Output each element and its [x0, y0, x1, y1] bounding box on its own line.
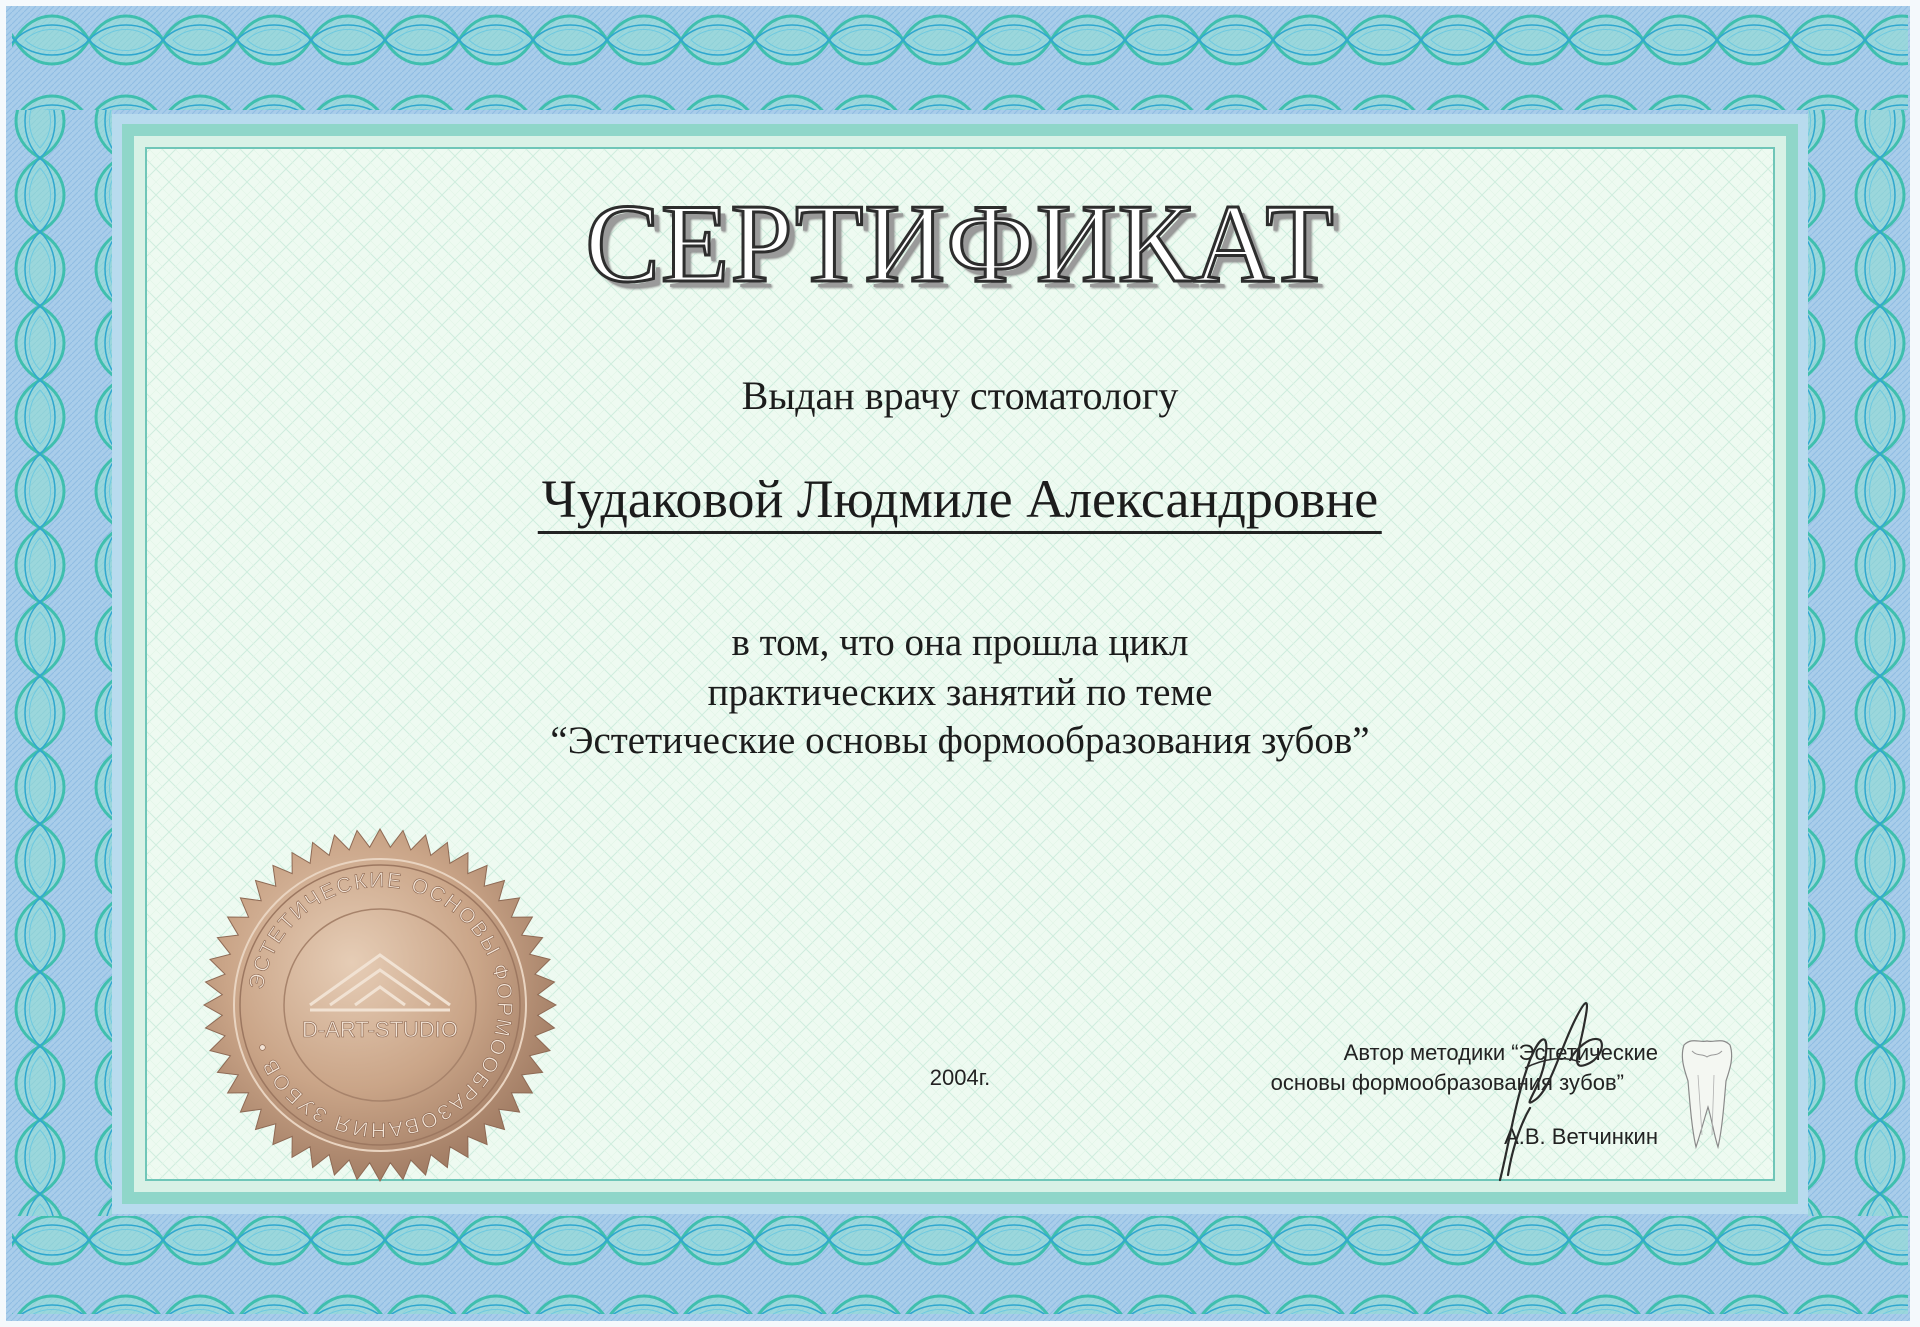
seal-logo-text: D-ART-STUDIO: [301, 1017, 459, 1042]
seal-ring-text: ЭСТЕТИЧЕСКИЕ ОСНОВЫ ФОРМООБРАЗОВАНИЯ ЗУБОВ •: [244, 868, 517, 1142]
body-line-1: в том, что она прошла цикл: [731, 621, 1189, 664]
gold-seal: [200, 825, 560, 1185]
author-line-2: основы формообразования зубов”: [1270, 1070, 1624, 1095]
issued-to-text: Выдан врачу стоматологу: [741, 373, 1179, 418]
author-name: А.В. Ветчинкин: [1504, 1124, 1658, 1149]
author-line-1: Автор методики “Эстетические: [1343, 1040, 1658, 1065]
author-signature: [1490, 990, 1630, 1190]
course-title: “Эстетические основы формообразования зубов”: [550, 719, 1370, 762]
certificate-title: СЕРТИФИКАТ: [585, 182, 1335, 306]
issue-year: 2004г.: [929, 1065, 991, 1090]
tooth-icon: [1678, 1035, 1736, 1155]
body-line-2: практических занятий по теме: [707, 671, 1213, 714]
recipient-name: Чудаковой Людмиле Александровне: [538, 470, 1382, 534]
